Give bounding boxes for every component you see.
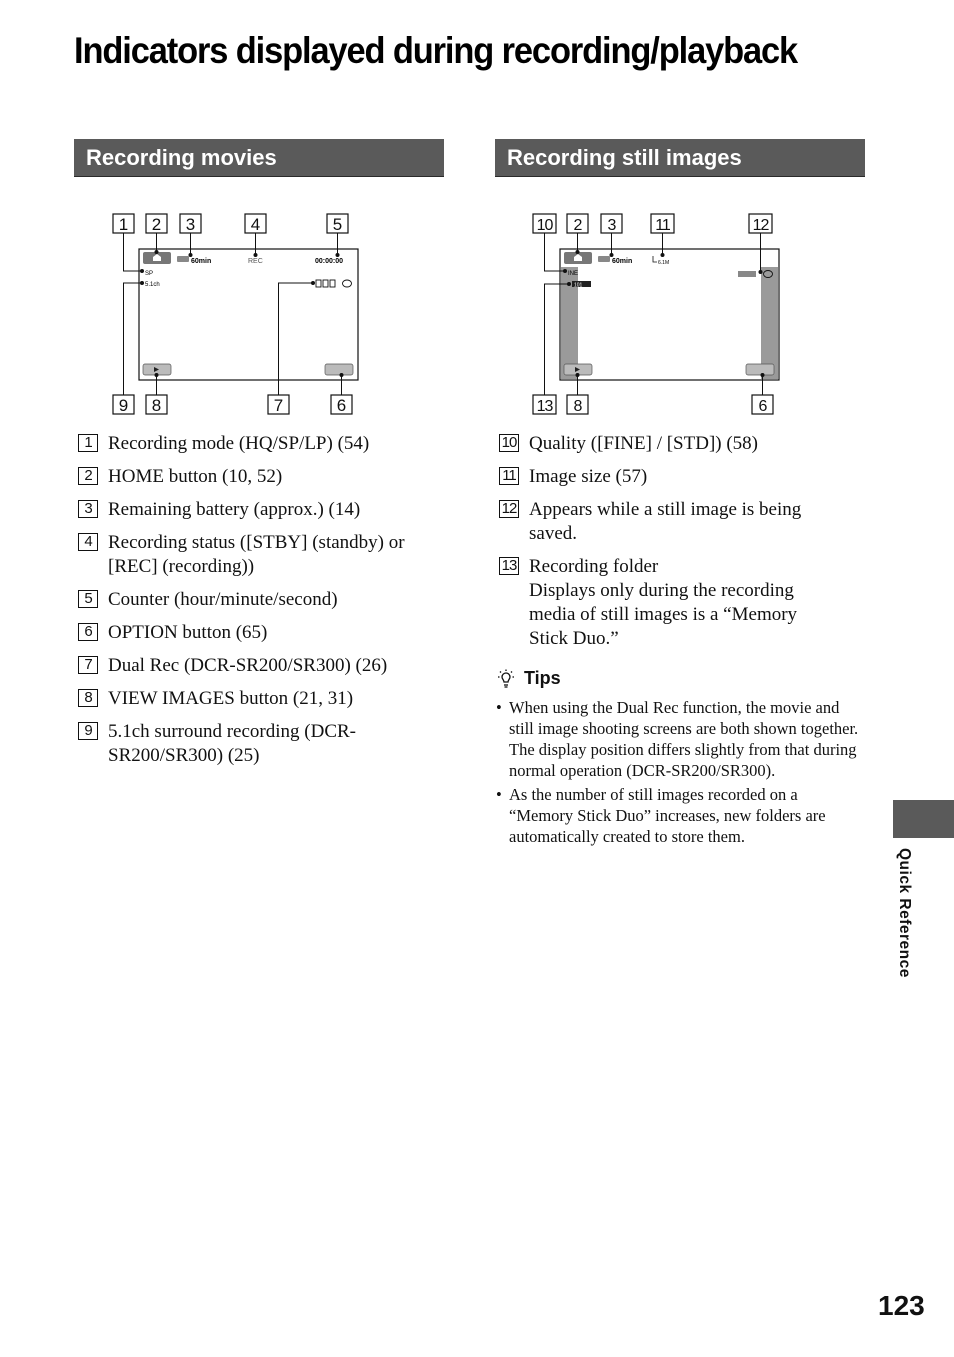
list-item: 11 Image size (57) (499, 465, 839, 489)
dual-rec-icon (316, 280, 335, 287)
list-item: • When using the Dual Rec function, the movie and still image shooting screens are both shown together. The display position differs slightly from that during normal operation (DCR-SR200/SR300). (496, 698, 859, 780)
list-item: 3 Remaining battery (approx.) (14) (78, 498, 448, 522)
tips-heading (496, 668, 561, 689)
callout-8: 8 (573, 398, 582, 415)
callout-13: 13 (536, 398, 553, 415)
battery-readout: 60min (612, 258, 633, 265)
lcd-screen (139, 249, 358, 380)
callout-11: 11 (655, 217, 670, 234)
quality-readout: INE (568, 271, 579, 277)
rec-status: REC (248, 258, 263, 265)
movie-screen-diagram (100, 205, 380, 420)
callout-7: 7 (273, 396, 284, 415)
counter-readout: 00:00:00 (315, 258, 344, 265)
surround-indicator: 5.1ch (145, 282, 160, 288)
list-item: 5 Counter (hour/minute/second) (78, 588, 448, 612)
callout-2: 2 (573, 217, 582, 234)
still-indicator-list (499, 432, 839, 660)
list-item: 4 Recording status ([STBY] (standby) or [REC] (recording)) (78, 531, 448, 579)
section-heading-stills: Recording still images (495, 139, 865, 177)
lightbulb-icon (496, 669, 516, 689)
list-item: 6 OPTION button (65) (78, 621, 448, 645)
list-item: 10 Quality ([FINE] / [STD]) (58) (499, 432, 839, 456)
callout-5: 5 (332, 215, 343, 234)
list-item: 12 Appears while a still image is being saved. (499, 498, 839, 546)
battery-icon (177, 256, 189, 262)
callout-6: 6 (336, 396, 347, 415)
section-heading-movies: Recording movies (74, 139, 444, 177)
callout-3: 3 (607, 217, 616, 234)
saving-indicator-icon (739, 271, 755, 277)
page-number: 123 (878, 1290, 925, 1321)
section-tab (893, 800, 954, 838)
side-section-label: Quick Reference (896, 848, 913, 978)
callout-4: 4 (250, 215, 261, 234)
lcd-screen (560, 249, 779, 380)
list-item: 2 HOME button (10, 52) (78, 465, 448, 489)
callout-6: 6 (758, 398, 767, 415)
callout-2: 2 (151, 215, 162, 234)
folder-readout: 101 (574, 282, 583, 289)
movie-indicator-list (78, 432, 448, 777)
recording-mode: SP (145, 271, 154, 277)
image-size-readout: 6.1M (658, 260, 670, 266)
tips-label: Tips (524, 668, 561, 688)
callout-1: 1 (118, 215, 129, 234)
callout-9: 9 (118, 396, 129, 415)
list-item: 1 Recording mode (HQ/SP/LP) (54) (78, 432, 448, 456)
list-item: 7 Dual Rec (DCR-SR200/SR300) (26) (78, 654, 448, 678)
page-title: Indicators displayed during recording/playback (74, 30, 798, 71)
option-button-icon (746, 364, 774, 375)
battery-icon (598, 256, 610, 262)
right-mask (761, 267, 778, 379)
callout-10: 10 (536, 217, 553, 234)
list-item: 8 VIEW IMAGES button (21, 31) (78, 687, 448, 711)
callout-12: 12 (752, 217, 769, 234)
option-button-icon (325, 364, 353, 375)
callout-8: 8 (151, 396, 162, 415)
battery-readout: 60min (191, 258, 212, 265)
tips-list (496, 697, 864, 850)
callout-3: 3 (185, 215, 196, 234)
list-item: 9 5.1ch surround recording (DCR-SR200/SR300) (25) (78, 720, 358, 768)
list-item: • As the number of still images recorded on a “Memory Stick Duo” increases, new folders are automatically created to store them. (496, 785, 826, 846)
still-screen-diagram (521, 205, 801, 420)
list-item: 13 Recording folder Displays only during the recording media of still images is a “Memory Stick Duo.” (499, 555, 829, 651)
